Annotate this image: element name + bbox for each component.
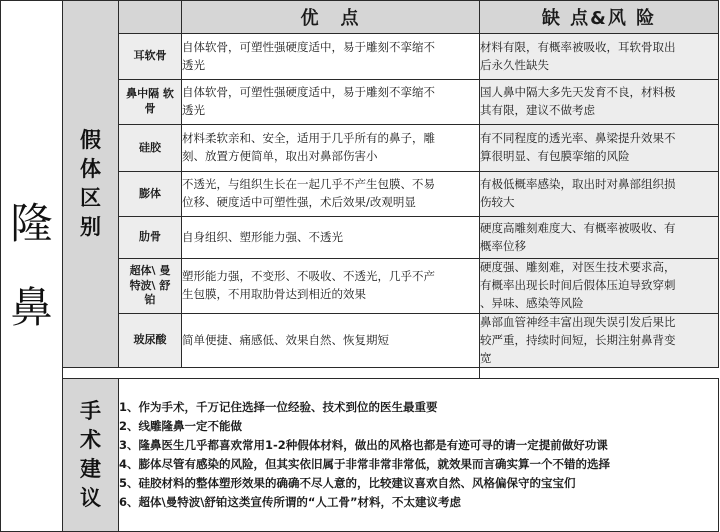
cons-cell: 鼻部血管神经丰富出现失误引发后果比 较严重，持续时间短，长期注射鼻背变 宽 [480, 314, 719, 368]
material-header [119, 1, 182, 34]
cons-cell: 硬度强、雕刻难，对医生技术要求高， 有概率出现长时间后假体压迫导致穿刺 、异味、感染等风险 [480, 259, 719, 314]
pros-cell: 简单便捷、痛感低、效果自然、恢复期短 [182, 314, 480, 368]
suggestions-list [119, 379, 719, 532]
section-char: 建 [80, 457, 101, 482]
cons-cell: 有极低概率感染，取出时对鼻部组织损 伤较大 [480, 172, 719, 217]
material-label: 硅胶 [119, 125, 182, 172]
section-char: 术 [80, 428, 101, 453]
section-char: 假 [80, 128, 101, 153]
pros-cell: 自身组织、塑形能力强、不透光 [182, 217, 480, 259]
spacer-row [1, 368, 719, 379]
header-row [1, 1, 719, 34]
topic-title [1, 1, 63, 532]
spacer-cell [63, 368, 480, 379]
suggestions-row [1, 379, 719, 532]
section-char: 议 [80, 486, 101, 511]
cons-header: 缺 点&风 险 [480, 1, 719, 34]
pros-cell: 自体软骨，可塑性强硬度适中，易于雕刻不挛缩不 透光 [182, 80, 480, 125]
pros-cell: 不透光，与组织生长在一起几乎不产生包膜、不易 位移、硬度适中可塑性强，术后效果/改观明显 [182, 172, 480, 217]
material-label: 肋骨 [119, 217, 182, 259]
cons-cell: 国人鼻中隔大多先天发育不良，材料极 其有限，建议不做考虑 [480, 80, 719, 125]
suggestion-item: 3、隆鼻医生几乎都喜欢常用1-2种假体材料，做出的风格也都是有迹可寻的请一定提前做好功课 [119, 438, 608, 453]
section-surgery-suggestions [63, 379, 119, 532]
cons-cell: 硬度高雕刻难度大、有概率被吸收、有 概率位移 [480, 217, 719, 259]
title-char: 鼻 [10, 283, 53, 333]
suggestion-item: 2、线雕隆鼻一定不能做 [119, 419, 243, 434]
section-char: 手 [80, 399, 101, 424]
material-label: 超体\ 曼 特波\ 舒 铂 [119, 259, 182, 314]
material-label: 鼻中隔 软 骨 [119, 80, 182, 125]
material-label: 耳软骨 [119, 34, 182, 80]
pros-cell: 塑形能力强，不变形、不吸收、不透光，几乎不产 生包膜，不用取肋骨达到相近的效果 [182, 259, 480, 314]
material-label: 膨体 [119, 172, 182, 217]
section-char: 别 [80, 215, 101, 240]
section-implant-differences [63, 1, 119, 368]
pros-header: 优 点 [182, 1, 480, 34]
pros-cell: 自体软骨，可塑性强硬度适中，易于雕刻不挛缩不 透光 [182, 34, 480, 80]
cons-cell: 有不同程度的透光率、鼻梁提升效果不 算很明显、有包膜挛缩的风险 [480, 125, 719, 172]
suggestion-item: 6、超体\曼特波\舒铂这类宣传所谓的“人工骨”材料，不太建议考虑 [119, 495, 462, 510]
suggestion-item: 4、膨体尽管有感染的风险，但其实依旧属于非常非常非常低，就效果而言确实算一个不错的选择 [119, 457, 610, 472]
suggestion-item: 1、作为手术，千万记住选择一位经验、技术到位的医生最重要 [119, 400, 438, 415]
section-char: 体 [80, 157, 101, 182]
cons-cell: 材料有限，有概率被吸收，耳软骨取出 后永久性缺失 [480, 34, 719, 80]
section-char: 区 [80, 186, 101, 211]
suggestion-item: 5、硅胶材料的整体塑形效果的确确不尽人意的，比较建议喜欢自然、风格偏保守的宝宝们 [119, 476, 576, 491]
title-char: 隆 [10, 199, 53, 249]
material-label: 玻尿酸 [119, 314, 182, 368]
pros-cell: 材料柔软亲和、安全，适用于几乎所有的鼻子，雕 刻、放置方便简单，取出对鼻部伤害小 [182, 125, 480, 172]
